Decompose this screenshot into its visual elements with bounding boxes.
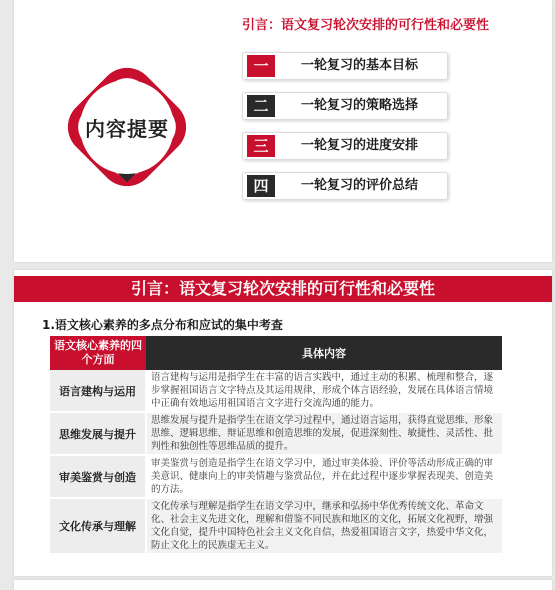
outline-slide <box>14 0 552 262</box>
table-row <box>50 412 502 455</box>
aspect-cell: 文化传承与理解 <box>50 498 146 554</box>
emblem-title: 内容提要 <box>85 116 169 141</box>
literacy-slide <box>14 270 552 576</box>
content-cell: 语言建构与运用是指学生在丰富的语言实践中，通过主动的积累、梳理和整合，逐步掌握祖国语言文字特点及其运用规律，形成个体言语经验，发展在具体语言情境中正确有效地运用祖国语言文字进行交流沟通的能力。 <box>146 370 502 412</box>
toc-number: 四 <box>247 175 275 197</box>
table-row <box>50 455 502 498</box>
content-cell: 文化传承与理解是指学生在语文学习中，继承和弘扬中华优秀传统文化、革命文化、社会主义先进文化，理解和借鉴不同民族和地区的文化，拓展文化视野，增强文化自觉，提升中国特色社会主义文化自信，热爱祖国语言文字，热爱中华文化，防止文化上的民族虚无主义。 <box>146 498 502 554</box>
toc-label: 一轮复习的评价总结 <box>301 178 419 193</box>
toc-label: 一轮复习的基本目标 <box>301 58 419 73</box>
toc-item-4[interactable] <box>242 172 448 200</box>
toc-number: 二 <box>247 95 275 117</box>
next-slide-edge <box>14 580 552 590</box>
content-cell: 思维发展与提升是指学生在语文学习过程中，通过语言运用，获得直觉思维、形象思维、逻辑思维、辩证思维和创造思维的发展，促进深刻性、敏捷性、灵活性、批判性和独创性等思维品质的提升。 <box>146 412 502 455</box>
section-heading: 1.语文核心素养的多点分布和应试的集中考查 <box>42 318 283 332</box>
slide-banner: 引言：语文复习轮次安排的可行性和必要性 <box>14 276 552 302</box>
table-row <box>50 370 502 412</box>
table-row <box>50 498 502 554</box>
aspect-cell: 思维发展与提升 <box>50 412 146 455</box>
content-cell: 审美鉴赏与创造是指学生在语文学习中，通过审美体验、评价等活动形成正确的审美意识、健康向上的审美情趣与鉴赏品位，并在此过程中逐步掌握表现美、创造美的方法。 <box>146 455 502 498</box>
literacy-table <box>50 336 502 555</box>
toc-label: 一轮复习的进度安排 <box>301 138 419 153</box>
toc-item-1[interactable] <box>242 52 448 80</box>
header-aspect: 语文核心素养的四个方面 <box>50 336 146 370</box>
aspect-cell: 语言建构与运用 <box>50 370 146 412</box>
table-header-row <box>50 336 502 370</box>
outline-emblem <box>52 52 202 202</box>
toc-item-2[interactable] <box>242 92 448 120</box>
header-content: 具体内容 <box>146 336 502 370</box>
toc-item-3[interactable] <box>242 132 448 160</box>
toc-number: 三 <box>247 135 275 157</box>
toc-label: 一轮复习的策略选择 <box>301 98 419 113</box>
aspect-cell: 审美鉴赏与创造 <box>50 455 146 498</box>
outline-heading: 引言：语文复习轮次安排的可行性和必要性 <box>242 18 490 33</box>
toc-number: 一 <box>247 55 275 77</box>
emblem-circle <box>80 80 174 174</box>
